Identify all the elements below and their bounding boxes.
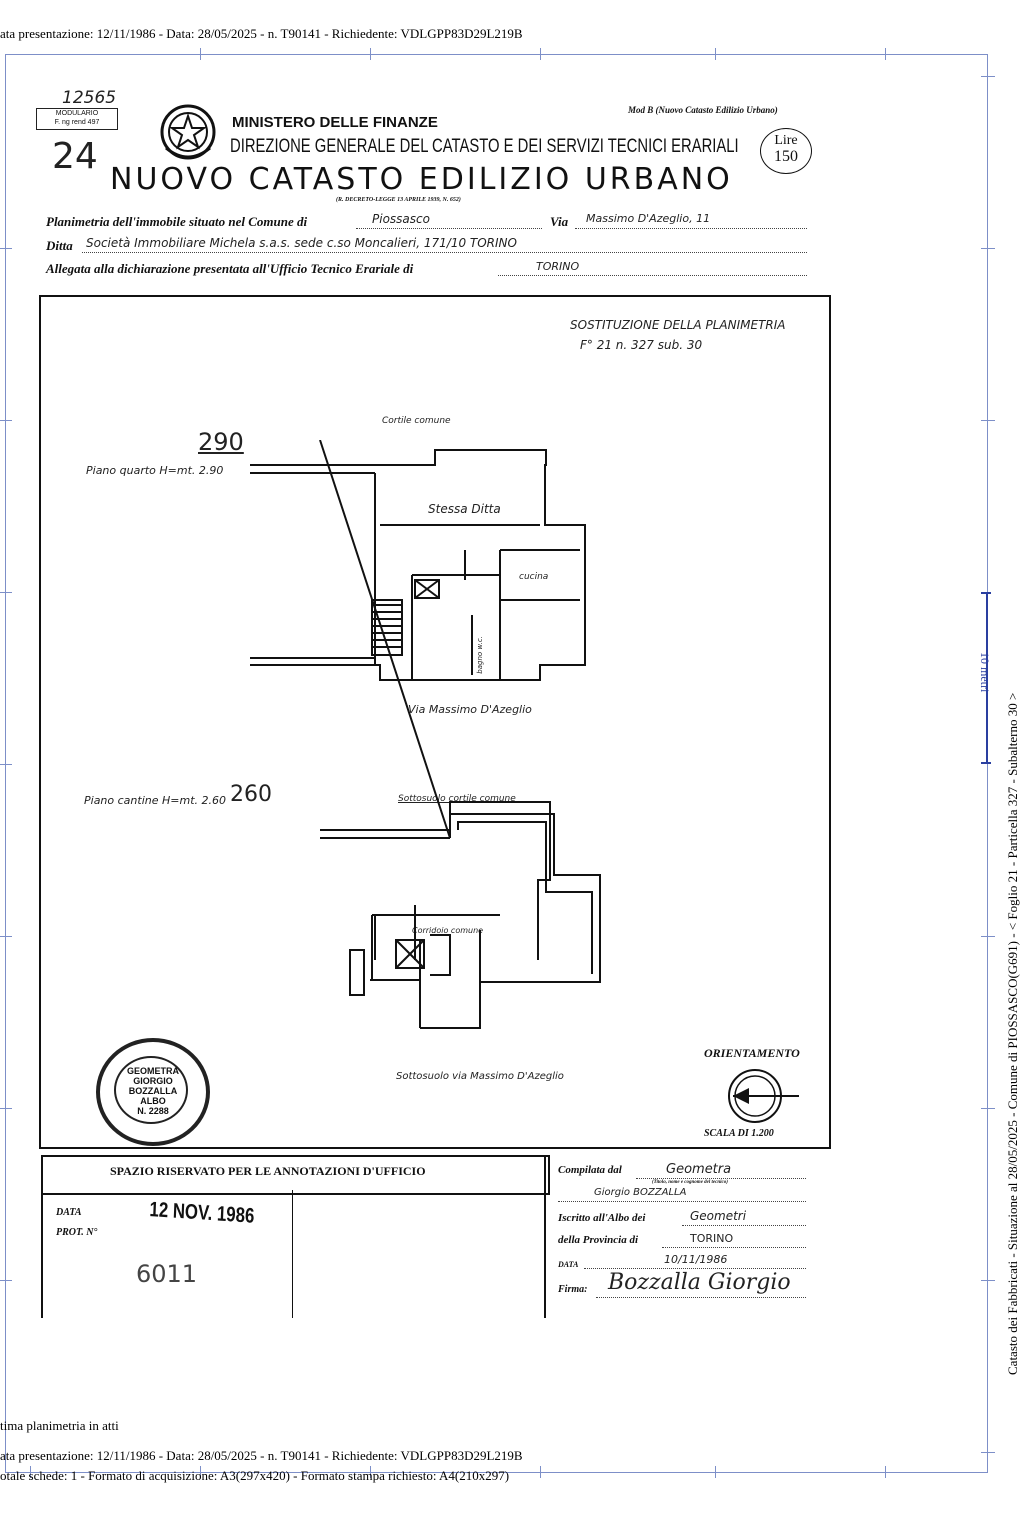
street1-label: Via Massimo D'Azeglio (408, 703, 532, 716)
substitution-line1: SOSTITUZIONE DELLA PLANIMETRIA (570, 318, 786, 332)
floor1-number: 290 (198, 428, 244, 456)
corridoio-label: Corridoio comune (412, 926, 484, 935)
decree: (R. DECRETO-LEGGE 13 APRILE 1939, N. 652) (336, 197, 461, 203)
scala-label: SCALA DI 1.200 (704, 1128, 774, 1139)
header-line: ata presentazione: 12/11/1986 - Data: 28/05/2025 - n. T90141 - Richiedente: VDLGPP83D29L219B (0, 26, 523, 41)
modulario-box: MODULARIO F. ng rend 497 (36, 108, 118, 130)
street2-label: Sottosuolo via Massimo D'Azeglio (396, 1071, 564, 1082)
bagno-label: bagno w.c. (476, 636, 484, 674)
orientamento-label: ORIENTAMENTO (704, 1046, 800, 1060)
via-value: Massimo D'Azeglio, 11 (586, 212, 711, 225)
sottosuolo-cortile-label: Sottosuolo cortile comune (398, 794, 516, 804)
date-stamp: 12 NOV. 1986 (149, 1198, 255, 1228)
handwritten-number: 12565 (62, 88, 117, 108)
floor1-label: Piano quarto H=mt. 2.90 (86, 464, 224, 477)
direction: DIREZIONE GENERALE DEL CATASTO E DEI SERVIZI TECNICI ERARIALI (230, 136, 739, 157)
footer-line1: tima planimetria in atti (0, 1418, 119, 1433)
titolo-note: (Titolo, nome e cognome del tecnico) (652, 1180, 728, 1185)
substitution-line2: F° 21 n. 327 sub. 30 (580, 338, 703, 352)
data-label: DATA (56, 1207, 82, 1218)
geometra-stamp: GEOMETRA GIORGIO BOZZALLA ALBO N. 2288 (96, 1038, 210, 1146)
ditta-value: Società Immobiliare Michela s.a.s. sede c.so Moncalieri, 171/10 TORINO (86, 236, 517, 250)
ministry: MINISTERO DELLE FINANZE (232, 114, 438, 131)
via-label: Via (550, 214, 569, 229)
floor2-number: 260 (230, 782, 272, 807)
main-title: NUOVO CATASTO EDILIZIO URBANO (110, 162, 733, 197)
data2-label: DATA (558, 1260, 579, 1269)
firma-signature: Bozzalla Giorgio (608, 1270, 791, 1295)
footer-line2: ata presentazione: 12/11/1986 - Data: 28/05/2025 - n. T90141 - Richiedente: VDLGPP83D29L219B (0, 1448, 523, 1463)
cortile-label: Cortile comune (382, 416, 451, 426)
comune-value: Piossasco (372, 212, 430, 226)
stessa-ditta-label: Stessa Ditta (428, 502, 501, 516)
mod-b: Mod B (Nuovo Catasto Edilizio Urbano) (628, 105, 778, 115)
footer-line3: otale schede: 1 - Formato di acquisizione: A3(297x420) - Formato stampa richiesto: A4(210x297) (0, 1468, 510, 1483)
iscritto-value: Geometri (690, 1209, 747, 1223)
ditta-label: Ditta (46, 238, 73, 253)
scale-bar-label: 10 metri (978, 652, 992, 693)
emblem-icon (160, 104, 216, 164)
basement-plan-drawing (310, 800, 610, 1040)
north-arrow-icon (725, 1066, 801, 1126)
provincia-value: TORINO (690, 1232, 734, 1245)
allegata-label: Allegata alla dichiarazione presentata all'Ufficio Tecnico Erariale di (46, 261, 414, 276)
tecnico-name: Giorgio BOZZALLA (594, 1187, 687, 1198)
spazio-label: SPAZIO RISERVATO PER LE ANNOTAZIONI D'UFFICIO (110, 1164, 426, 1178)
side-caption: Catasto dei Fabbricati - Situazione al 28/05/2025 - Comune di PIOSSASCO(G691) - < Foglio 21 - Particella 327 - Subalterno 30 > (1005, 692, 1020, 1375)
prot-label: PROT. N° (56, 1227, 98, 1238)
planimetria-label: Planimetria dell'immobile situato nel Comune di (46, 214, 308, 229)
compilata-label: Compilata dal (558, 1164, 622, 1176)
iscritto-label: Iscritto all'Albo dei (558, 1212, 646, 1224)
ufficio-value: TORINO (536, 260, 580, 273)
data2-value: 10/11/1986 (664, 1253, 728, 1266)
floor2-label: Piano cantine H=mt. 2.60 (84, 794, 226, 807)
prot-value: 6011 (136, 1260, 198, 1288)
cucina-label: cucina (519, 572, 549, 582)
compilata-value: Geometra (666, 1162, 732, 1177)
sheet-number: 24 (52, 136, 98, 177)
provincia-label: della Provincia di (558, 1234, 639, 1246)
firma-label: Firma: (558, 1284, 588, 1295)
lire-badge: Lire 150 (760, 128, 812, 174)
